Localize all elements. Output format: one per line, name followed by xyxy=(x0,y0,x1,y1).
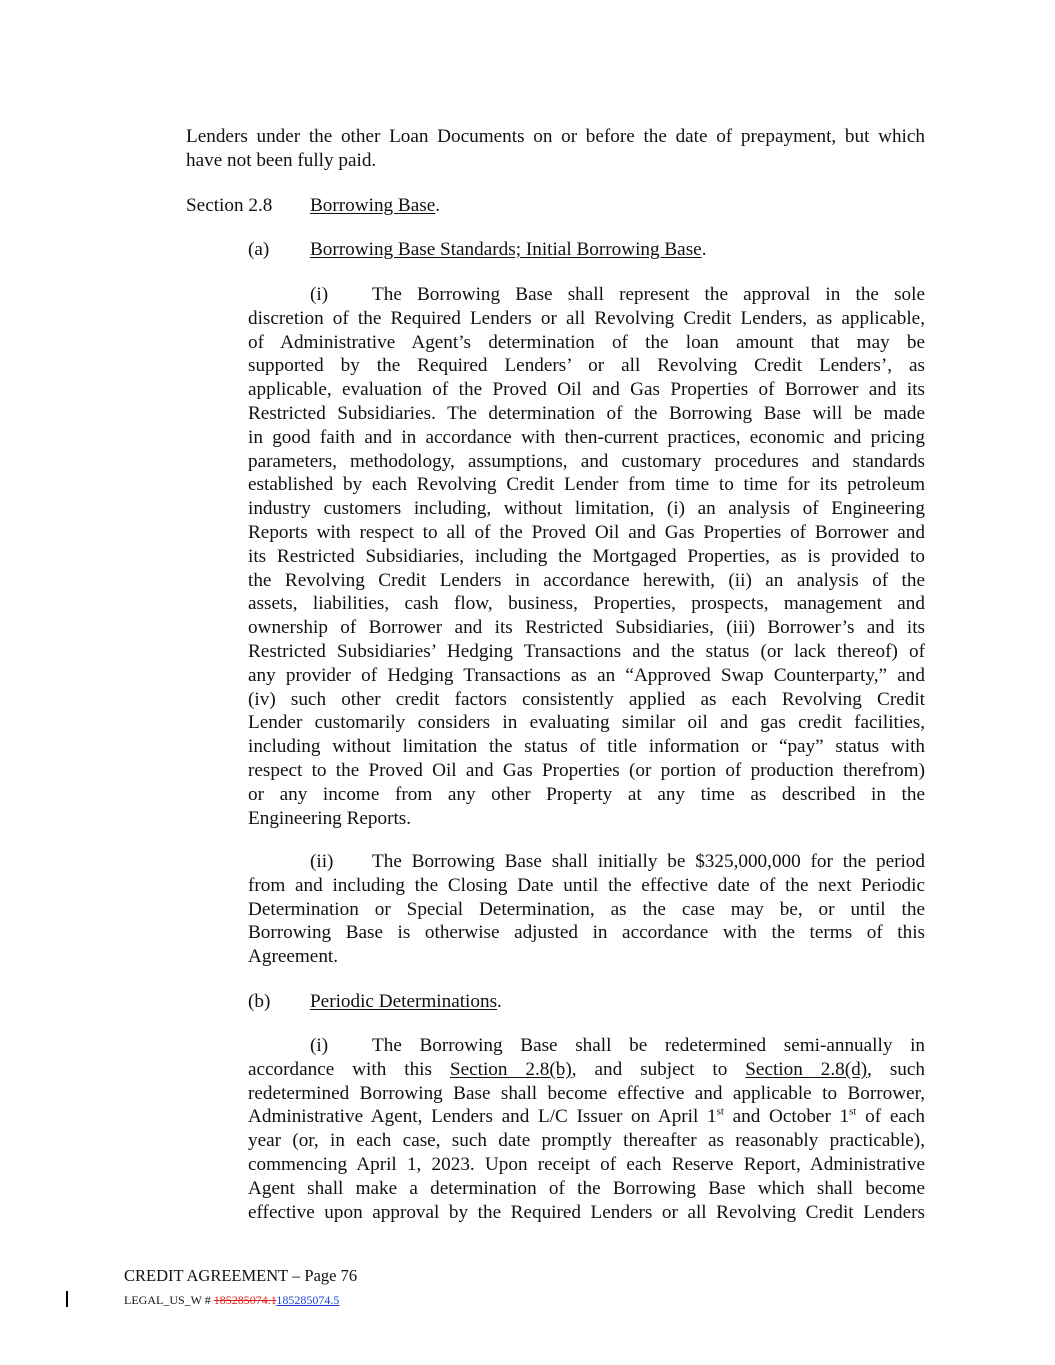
text-line: (ii) The Borrowing Base shall initially be $325,000,000 for the period xyxy=(310,851,925,872)
footer-page-label: CREDIT AGREEMENT – Page 76 xyxy=(124,1266,358,1285)
text-line: the Revolving Credit Lenders in accordance herewith, (ii) an analysis of the xyxy=(248,569,925,591)
text-line: assets, liabilities, cash flow, business, Properties, prospects, management and xyxy=(248,593,925,615)
paragraph-label: (i) xyxy=(310,284,329,305)
text-line: including without limitation the status of title information or “pay” status with xyxy=(248,736,925,758)
text-line: (i) The Borrowing Base shall be redetermined semi-annually in xyxy=(310,1035,925,1056)
subsection-title: Periodic Determinations xyxy=(310,991,498,1012)
section-heading: Section 2.8 Borrowing Base. xyxy=(186,195,441,216)
text-line: industry customers including, without limitation, (i) an analysis of Engineering xyxy=(248,498,925,520)
text-line: Lender customarily considers in evaluating similar oil and gas credit facilities, xyxy=(248,712,925,734)
text-line: applicable, evaluation of the Proved Oil and Gas Properties of Borrower and its xyxy=(248,379,925,401)
text-line: Reports with respect to all of the Proved Oil and Gas Properties of Borrower and xyxy=(248,521,925,543)
text-line: redetermined Borrowing Base shall become effective and applicable to Borrower, xyxy=(248,1082,925,1104)
paragraph-a-i xyxy=(248,283,925,830)
text-line: Engineering Reports. xyxy=(248,807,412,829)
text-line: or any income from any other Property at any time as described in the xyxy=(248,783,925,805)
text-line: (i) The Borrowing Base shall represent the approval in the sole xyxy=(310,284,925,305)
text-line: its Restricted Subsidiaries, including the Mortgaged Properties, as is provided to xyxy=(248,545,925,567)
subsection-b-heading: (b) Periodic Determinations. xyxy=(248,991,502,1012)
text-line: in good faith and in accordance with then-current practices, economic and pricing xyxy=(248,426,925,448)
text-line: Restricted Subsidiaries’ Hedging Transactions and the status (or lack thereof) of xyxy=(248,640,925,662)
paragraph-a-ii xyxy=(248,850,925,969)
text-line: Agreement. xyxy=(248,946,339,968)
text-line: have not been fully paid. xyxy=(186,149,377,171)
text-line: established by each Revolving Credit Lender from time to time for its petroleum xyxy=(248,474,925,496)
text-line: Administrative Agent, Lenders and L/C Issuer on April 1st and October 1st of each xyxy=(248,1106,925,1128)
text-line: Restricted Subsidiaries. The determination of the Borrowing Base will be made xyxy=(248,402,925,424)
text-line: any provider of Hedging Transactions as an “Approved Swap Counterparty,” and xyxy=(248,664,925,686)
footer-doc-id: LEGAL_US_W # 185285074.1185285074.5 xyxy=(124,1293,340,1307)
change-bar xyxy=(66,1291,68,1307)
text-line: year (or, in each case, such date promptly thereafter as reasonably practicable), xyxy=(248,1130,925,1152)
paragraph-label: (i) xyxy=(310,1035,329,1056)
text-line: respect to the Proved Oil and Gas Properties (or portion of production therefrom) xyxy=(248,759,925,781)
text-line: from and including the Closing Date until the effective date of the next Periodic xyxy=(248,874,925,896)
subsection-title: Borrowing Base Standards; Initial Borrowing Base xyxy=(310,239,702,260)
subsection-label: (b) xyxy=(248,991,271,1012)
text-line: of Administrative Agent’s determination of the loan amount that may be xyxy=(248,331,925,353)
section-title: Borrowing Base xyxy=(310,195,436,216)
text-line: parameters, methodology, assumptions, and customary procedures and standards xyxy=(248,450,925,472)
section-reference: Section 2.8(b) xyxy=(449,1058,572,1080)
text-line: ownership of Borrower and its Restricted Subsidiaries, (iii) Borrower’s and its xyxy=(248,617,925,639)
text-line: discretion of the Required Lenders or all Revolving Credit Lenders, as applicable, xyxy=(248,307,925,329)
text-line: Lenders under the other Loan Documents on or before the date of prepayment, but which xyxy=(186,126,925,147)
continuation-paragraph xyxy=(186,125,925,173)
subsection-a-heading: (a) Borrowing Base Standards; Initial Borrowing Base. xyxy=(248,239,707,260)
text-line: (iv) such other credit factors consistently applied as each Revolving Credit xyxy=(248,688,925,710)
text-line: Determination or Special Determination, as the case may be, or until the xyxy=(248,898,925,920)
subsection-label: (a) xyxy=(248,239,270,260)
inserted-doc-number: 185285074.5 xyxy=(276,1293,340,1307)
text-line: Borrowing Base is otherwise adjusted in accordance with the terms of this xyxy=(248,922,925,944)
text-line: effective upon approval by the Required Lenders or all Revolving Credit Lenders xyxy=(248,1201,925,1223)
deleted-doc-number: 185285074.1 xyxy=(213,1293,277,1307)
text-line: supported by the Required Lenders’ or all Revolving Credit Lenders’, as xyxy=(248,355,925,377)
section-number: Section 2.8 xyxy=(186,195,273,216)
text-line: Agent shall make a determination of the Borrowing Base which shall become xyxy=(248,1177,925,1199)
text-line: commencing April 1, 2023. Upon receipt of each Reserve Report, Administrative xyxy=(248,1153,925,1175)
section-reference: Section 2.8(d) xyxy=(745,1058,868,1080)
paragraph-b-i xyxy=(248,1034,925,1224)
text-line: accordance with this Section 2.8(b), and subject to Section 2.8(d), such xyxy=(248,1058,925,1080)
paragraph-label: (ii) xyxy=(310,851,334,872)
